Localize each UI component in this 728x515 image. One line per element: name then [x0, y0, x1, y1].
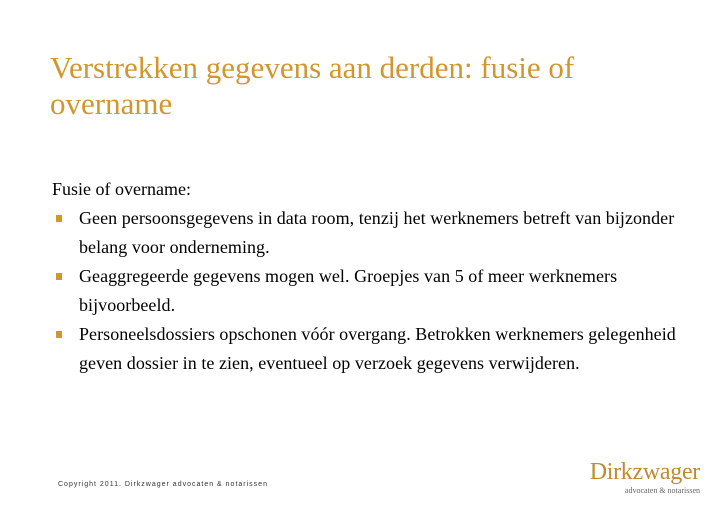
- logo-name: Dirkzwager: [589, 459, 700, 485]
- square-bullet-icon: [56, 331, 62, 338]
- company-logo: [584, 459, 700, 496]
- bullet-item: [52, 262, 692, 320]
- bullet-text: Geaggregeerde gegevens mogen wel. Groepjes van 5 of meer werknemers bijvoorbeeld.: [79, 266, 618, 315]
- square-bullet-icon: [56, 215, 62, 222]
- copyright-footer: Copyright 2011. Dirkzwager advocaten & notarissen: [58, 481, 268, 488]
- intro-text: Fusie of overname:: [52, 179, 191, 199]
- slide-title: Verstrekken gegevens aan derden: fusie of overname: [50, 50, 575, 121]
- bullet-item: [52, 320, 692, 378]
- bullet-text: Geen persoonsgegevens in data room, tenzij het werknemers betreft van bijzonder belang voor onderneming.: [79, 208, 675, 257]
- bullet-text: Personeelsdossiers opschonen vóór overgang. Betrokken werknemers gelegenheid geven dossier in te zien, eventueel op verzoek gegevens verwijderen.: [79, 324, 676, 373]
- slide-content: [52, 174, 692, 378]
- logo-tagline: advocaten & notarissen: [624, 486, 700, 495]
- bullet-item: [52, 204, 692, 262]
- bullet-list: [52, 204, 692, 378]
- square-bullet-icon: [56, 273, 62, 280]
